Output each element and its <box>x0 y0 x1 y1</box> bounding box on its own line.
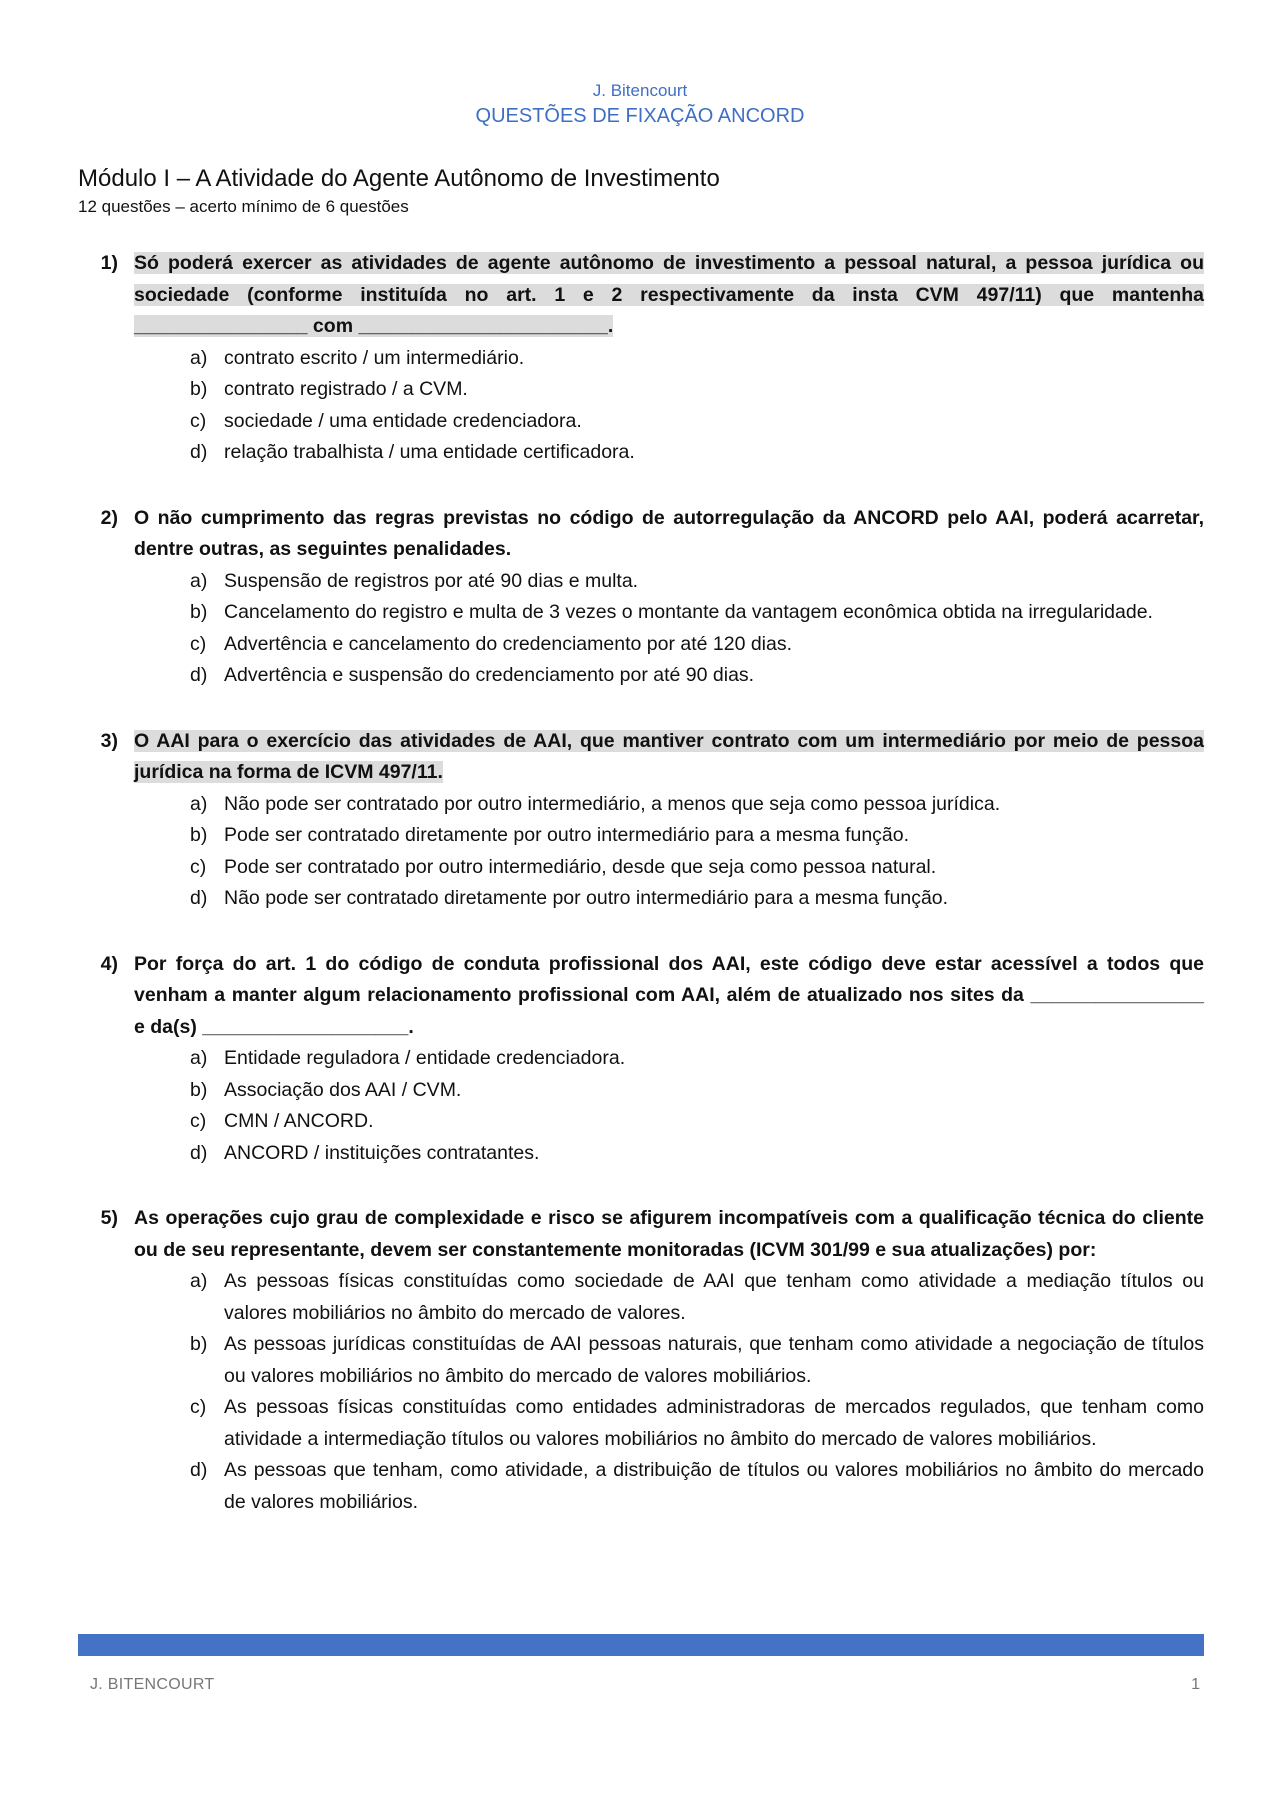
question-stem <box>78 503 1204 566</box>
option-text: CMN / ANCORD. <box>224 1110 374 1132</box>
answer-options <box>78 566 1204 692</box>
option-text: Pode ser contratado diretamente por outro intermediário para a mesma função. <box>224 824 910 846</box>
answer-option <box>190 1392 1204 1455</box>
highlighted-text: O AAI para o exercício das atividades de AAI, que mantiver contrato com um intermediário por meio de pessoa jurídica na forma de ICVM 497/11. <box>134 729 1204 783</box>
option-letter: d) <box>190 441 208 463</box>
option-letter: b) <box>190 378 208 400</box>
option-letter: b) <box>190 824 208 846</box>
option-letter: b) <box>190 1078 208 1101</box>
option-text: Advertência e suspensão do credenciamento por até 90 dias. <box>224 664 755 686</box>
page-number: 1 <box>1191 1676 1200 1693</box>
question-stem <box>78 248 1204 343</box>
option-text: relação trabalhista / uma entidade certificadora. <box>224 441 635 463</box>
question-number: 4) <box>100 952 118 975</box>
answer-option <box>190 1043 1204 1075</box>
option-letter: b) <box>190 1333 208 1355</box>
answer-options <box>78 789 1204 915</box>
option-letter: a) <box>190 346 208 369</box>
option-text: As pessoas jurídicas constituídas de AAI pessoas naturais, que tenham como atividade a negociação de títulos ou valores mobiliários no âmbito do mercado de valores mobiliários. <box>224 1333 1204 1387</box>
module-subtitle: 12 questões – acerto mínimo de 6 questões <box>78 197 409 216</box>
question-5 <box>78 1203 1204 1518</box>
footer-bar <box>78 1634 1204 1656</box>
answer-options <box>78 1043 1204 1169</box>
question-4 <box>78 949 1204 1170</box>
question-stem <box>78 726 1204 789</box>
option-text: Pode ser contratado por outro intermediário, desde que seja como pessoa natural. <box>224 855 937 878</box>
question-number: 2) <box>100 506 118 529</box>
option-letter: d) <box>190 664 208 686</box>
option-text: Associação dos AAI / CVM. <box>224 1078 462 1101</box>
question-2 <box>78 503 1204 692</box>
question-stem <box>78 1203 1204 1266</box>
answer-option <box>190 852 1204 884</box>
header-author: J. Bitencourt <box>592 81 688 100</box>
option-letter: d) <box>190 1141 208 1164</box>
question-text <box>134 726 1204 789</box>
answer-option <box>190 883 1204 915</box>
option-text: Cancelamento do registro e multa de 3 vezes o montante da vantagem econômica obtida na irregularidade. <box>224 601 1153 623</box>
answer-option <box>190 1075 1204 1107</box>
question-1 <box>78 248 1204 469</box>
option-text: Não pode ser contratado por outro intermediário, a menos que seja como pessoa jurídica. <box>224 792 1001 815</box>
option-text: Entidade reguladora / entidade credenciadora. <box>224 1047 626 1069</box>
option-letter: b) <box>190 601 208 623</box>
question-stem <box>78 949 1204 1044</box>
question-text <box>134 248 1204 343</box>
option-text: sociedade / uma entidade credenciadora. <box>224 409 582 432</box>
option-text: contrato escrito / um intermediário. <box>224 346 525 369</box>
question-list <box>78 248 1204 1552</box>
option-text: ANCORD / instituições contratantes. <box>224 1141 540 1164</box>
module-heading <box>78 163 1198 219</box>
answer-option <box>190 1329 1204 1392</box>
answer-options <box>78 1266 1204 1518</box>
option-text: contrato registrado / a CVM. <box>224 378 468 400</box>
answer-option <box>190 597 1204 629</box>
answer-option <box>190 406 1204 438</box>
option-letter: c) <box>190 1396 207 1418</box>
module-title: Módulo I – A Atividade do Agente Autônomo de Investimento <box>78 165 720 192</box>
option-text: As pessoas que tenham, como atividade, a distribuição de títulos ou valores mobiliários no âmbito do mercado de valores mobiliários. <box>224 1459 1204 1513</box>
question-3 <box>78 726 1204 915</box>
question-number: 3) <box>100 729 118 752</box>
answer-option <box>190 1266 1204 1329</box>
answer-option <box>190 1138 1204 1170</box>
option-text: Advertência e cancelamento do credenciamento por até 120 dias. <box>224 632 793 655</box>
option-letter: c) <box>190 1110 207 1132</box>
option-letter: a) <box>190 792 208 815</box>
answer-option <box>190 1455 1204 1518</box>
option-letter: c) <box>190 855 207 878</box>
question-text: Por força do art. 1 do código de conduta profissional dos AAI, este código deve estar acessível a todos que venham a manter algum relacionamento profissional com AAI, além de atualizado nos sites da ________________ e da(s) ___________________. <box>134 952 1204 1038</box>
answer-option <box>190 1106 1204 1138</box>
option-letter: c) <box>190 632 207 655</box>
answer-option <box>190 629 1204 661</box>
answer-option <box>190 789 1204 821</box>
highlighted-text: Só poderá exercer as atividades de agente autônomo de investimento a pessoal natural, a pessoa jurídica ou sociedade (conforme instituída no art. 1 e 2 respectivamente da insta CVM 497/11) que mantenha ________________ com _______________________. <box>134 252 1204 337</box>
answer-option <box>190 660 1204 692</box>
document-title: QUESTÕES DE FIXAÇÃO ANCORD <box>475 105 805 127</box>
answer-option <box>190 343 1204 375</box>
answer-option <box>190 566 1204 598</box>
option-letter: d) <box>190 887 208 909</box>
option-text: Não pode ser contratado diretamente por outro intermediário para a mesma função. <box>224 887 949 909</box>
answer-option <box>190 374 1204 406</box>
option-letter: d) <box>190 1459 208 1481</box>
option-text: As pessoas físicas constituídas como sociedade de AAI que tenham como atividade a mediação títulos ou valores mobiliários no âmbito do mercado de valores. <box>224 1270 1204 1324</box>
answer-option <box>190 437 1204 469</box>
option-letter: c) <box>190 409 207 432</box>
page-header <box>0 80 1280 130</box>
footer-author: J. BITENCOURT <box>90 1676 215 1693</box>
question-text: O não cumprimento das regras previstas no código de autorregulação da ANCORD pelo AAI, poderá acarretar, dentre outras, as seguintes penalidades. <box>134 506 1204 560</box>
question-text: As operações cujo grau de complexidade e risco se afigurem incompatíveis com a qualificação técnica do cliente ou de seu representante, devem ser constantemente monitoradas (ICVM 301/99 e sua atualizações) por: <box>134 1207 1204 1261</box>
option-text: Suspensão de registros por até 90 dias e multa. <box>224 569 639 592</box>
question-number: 5) <box>100 1207 118 1229</box>
question-number: 1) <box>100 252 118 274</box>
answer-options <box>78 343 1204 469</box>
option-letter: a) <box>190 569 208 592</box>
option-text: As pessoas físicas constituídas como entidades administradoras de mercados regulados, que tenham como atividade a intermediação títulos ou valores mobiliários no âmbito do mercado de valores mobiliários. <box>224 1396 1204 1450</box>
option-letter: a) <box>190 1270 208 1292</box>
answer-option <box>190 820 1204 852</box>
option-letter: a) <box>190 1047 208 1069</box>
